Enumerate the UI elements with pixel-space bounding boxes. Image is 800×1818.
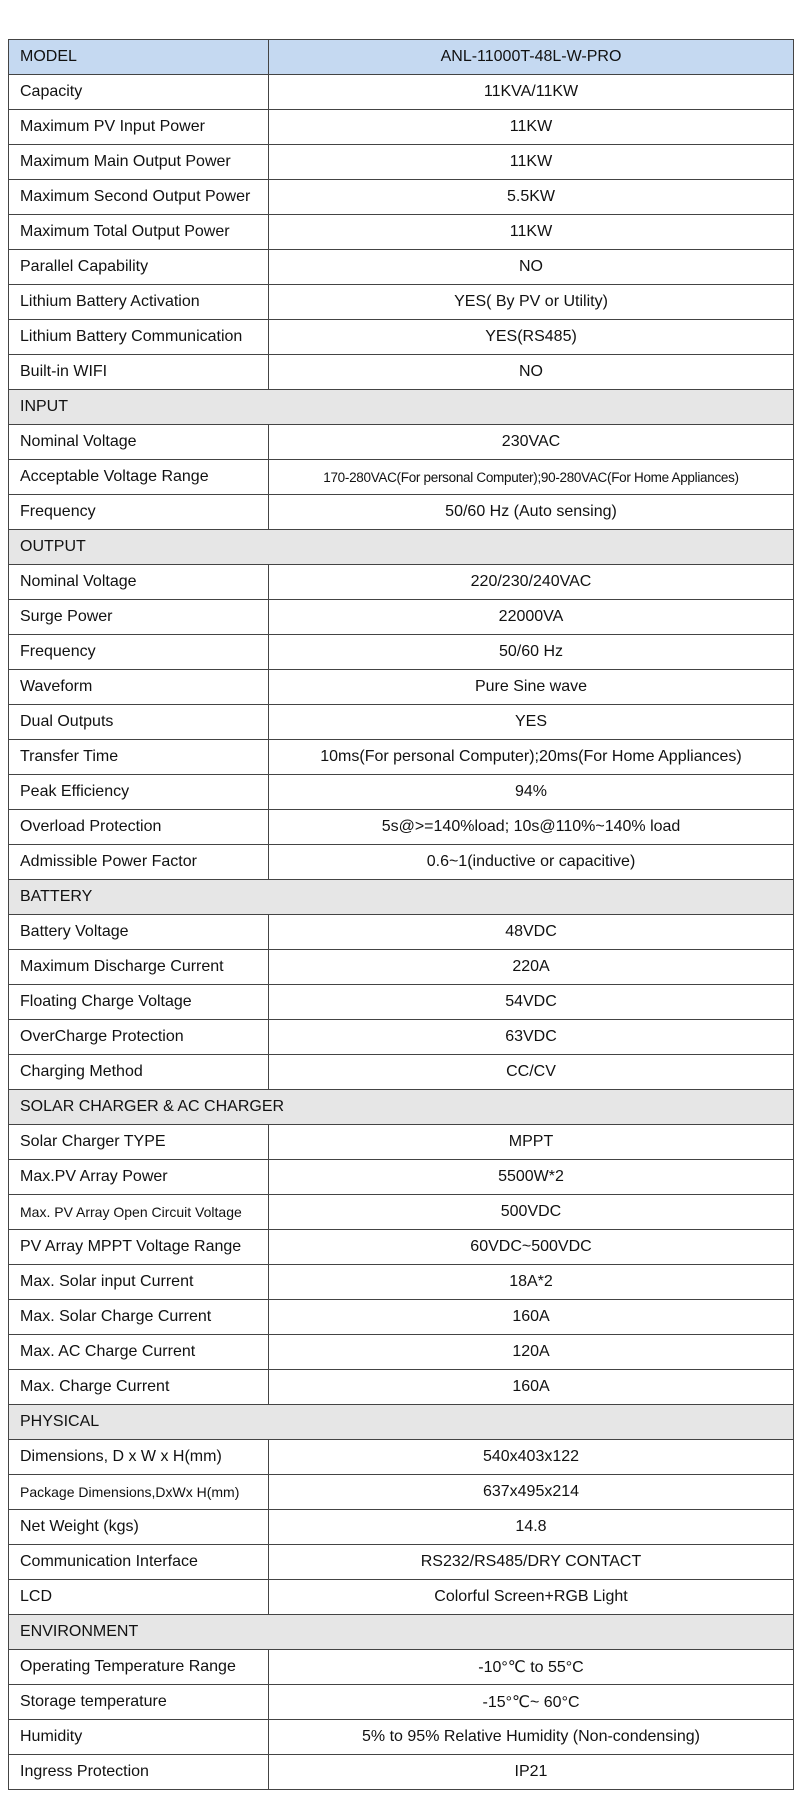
section-title: BATTERY xyxy=(9,880,794,915)
spec-label: Peak Efficiency xyxy=(9,775,269,810)
spec-value: YES xyxy=(269,705,794,740)
spec-value: 220A xyxy=(269,950,794,985)
spec-value: 230VAC xyxy=(269,425,794,460)
spec-value: 5.5KW xyxy=(269,180,794,215)
spec-row xyxy=(9,915,794,950)
spec-value: 50/60 Hz xyxy=(269,635,794,670)
spec-label: PV Array MPPT Voltage Range xyxy=(9,1230,269,1265)
spec-value: 50/60 Hz (Auto sensing) xyxy=(269,495,794,530)
spec-value: 63VDC xyxy=(269,1020,794,1055)
spec-value: CC/CV xyxy=(269,1055,794,1090)
spec-label: Charging Method xyxy=(9,1055,269,1090)
spec-row xyxy=(9,845,794,880)
spec-label: Built-in WIFI xyxy=(9,355,269,390)
spec-value: 14.8 xyxy=(269,1510,794,1545)
spec-label: Battery Voltage xyxy=(9,915,269,950)
spec-label: Ingress Protection xyxy=(9,1755,269,1790)
spec-label: Lithium Battery Communication xyxy=(9,320,269,355)
spec-label: Nominal Voltage xyxy=(9,565,269,600)
spec-row xyxy=(9,425,794,460)
spec-label: Lithium Battery Activation xyxy=(9,285,269,320)
spec-label: Operating Temperature Range xyxy=(9,1650,269,1685)
spec-row xyxy=(9,1720,794,1755)
spec-row xyxy=(9,670,794,705)
spec-row xyxy=(9,635,794,670)
spec-label: Nominal Voltage xyxy=(9,425,269,460)
spec-row xyxy=(9,1300,794,1335)
section-title: OUTPUT xyxy=(9,530,794,565)
spec-row xyxy=(9,1195,794,1230)
spec-value: 160A xyxy=(269,1370,794,1405)
spec-label: Max. Charge Current xyxy=(9,1370,269,1405)
spec-label: Net Weight (kgs) xyxy=(9,1510,269,1545)
spec-value: 540x403x122 xyxy=(269,1440,794,1475)
spec-label: Solar Charger TYPE xyxy=(9,1125,269,1160)
spec-label: Maximum Discharge Current xyxy=(9,950,269,985)
spec-label: Frequency xyxy=(9,495,269,530)
spec-value: NO xyxy=(269,355,794,390)
spec-value: Pure Sine wave xyxy=(269,670,794,705)
spec-value: YES( By PV or Utility) xyxy=(269,285,794,320)
spec-value: 22000VA xyxy=(269,600,794,635)
spec-label: Max. Solar Charge Current xyxy=(9,1300,269,1335)
spec-value: 5% to 95% Relative Humidity (Non-condensing) xyxy=(269,1720,794,1755)
spec-label: Capacity xyxy=(9,75,269,110)
spec-row xyxy=(9,495,794,530)
spec-label: Package Dimensions,DxWx H(mm) xyxy=(9,1475,269,1510)
spec-value: -10°℃ to 55°C xyxy=(269,1650,794,1685)
spec-label: Frequency xyxy=(9,635,269,670)
spec-row xyxy=(9,565,794,600)
spec-row xyxy=(9,215,794,250)
spec-label: Dimensions, D x W x H(mm) xyxy=(9,1440,269,1475)
spec-label: Floating Charge Voltage xyxy=(9,985,269,1020)
spec-value: -15°℃~ 60°C xyxy=(269,1685,794,1720)
section-header xyxy=(9,1615,794,1650)
section-title: SOLAR CHARGER & AC CHARGER xyxy=(9,1090,794,1125)
spec-row xyxy=(9,1475,794,1510)
spec-label: Admissible Power Factor xyxy=(9,845,269,880)
spec-value: 54VDC xyxy=(269,985,794,1020)
spec-row xyxy=(9,1580,794,1615)
spec-label: Waveform xyxy=(9,670,269,705)
spec-row xyxy=(9,1265,794,1300)
spec-value: 120A xyxy=(269,1335,794,1370)
spec-row xyxy=(9,1650,794,1685)
spec-row xyxy=(9,600,794,635)
spec-label: Dual Outputs xyxy=(9,705,269,740)
spec-row xyxy=(9,110,794,145)
spec-value: 11KW xyxy=(269,110,794,145)
spec-value: IP21 xyxy=(269,1755,794,1790)
spec-value: 18A*2 xyxy=(269,1265,794,1300)
spec-row xyxy=(9,180,794,215)
model-row xyxy=(9,40,794,75)
spec-value: 11KW xyxy=(269,145,794,180)
spec-label: Maximum Total Output Power xyxy=(9,215,269,250)
spec-row xyxy=(9,1755,794,1790)
spec-value: 500VDC xyxy=(269,1195,794,1230)
spec-label: Surge Power xyxy=(9,600,269,635)
spec-row xyxy=(9,1370,794,1405)
spec-row xyxy=(9,1685,794,1720)
spec-label: OverCharge Protection xyxy=(9,1020,269,1055)
section-header xyxy=(9,880,794,915)
spec-value: 170-280VAC(For personal Computer);90-280VAC(For Home Appliances) xyxy=(269,460,794,495)
spec-row xyxy=(9,1510,794,1545)
section-header xyxy=(9,530,794,565)
spec-value: Colorful Screen+RGB Light xyxy=(269,1580,794,1615)
spec-row xyxy=(9,705,794,740)
spec-value: 637x495x214 xyxy=(269,1475,794,1510)
spec-row xyxy=(9,250,794,285)
spec-value: 11KW xyxy=(269,215,794,250)
spec-value: YES(RS485) xyxy=(269,320,794,355)
spec-row xyxy=(9,985,794,1020)
spec-row xyxy=(9,810,794,845)
spec-label: Acceptable Voltage Range xyxy=(9,460,269,495)
spec-label: Humidity xyxy=(9,1720,269,1755)
spec-row xyxy=(9,1230,794,1265)
spec-label: Max. AC Charge Current xyxy=(9,1335,269,1370)
spec-label: Overload Protection xyxy=(9,810,269,845)
model-label: MODEL xyxy=(9,40,269,75)
spec-value: 5500W*2 xyxy=(269,1160,794,1195)
spec-row xyxy=(9,1055,794,1090)
spec-row xyxy=(9,740,794,775)
spec-row xyxy=(9,1125,794,1160)
spec-value: 60VDC~500VDC xyxy=(269,1230,794,1265)
section-title: INPUT xyxy=(9,390,794,425)
spec-label: Parallel Capability xyxy=(9,250,269,285)
spec-row xyxy=(9,1440,794,1475)
spec-table xyxy=(8,39,794,1790)
spec-value: RS232/RS485/DRY CONTACT xyxy=(269,1545,794,1580)
section-header xyxy=(9,1090,794,1125)
spec-row xyxy=(9,320,794,355)
spec-label: Maximum PV Input Power xyxy=(9,110,269,145)
spec-label: Storage temperature xyxy=(9,1685,269,1720)
spec-row xyxy=(9,775,794,810)
spec-value: 0.6~1(inductive or capacitive) xyxy=(269,845,794,880)
spec-value: 5s@>=140%load; 10s@110%~140% load xyxy=(269,810,794,845)
spec-value: MPPT xyxy=(269,1125,794,1160)
section-title: ENVIRONMENT xyxy=(9,1615,794,1650)
spec-value: 48VDC xyxy=(269,915,794,950)
spec-value: NO xyxy=(269,250,794,285)
spec-row xyxy=(9,1160,794,1195)
spec-row xyxy=(9,75,794,110)
spec-row xyxy=(9,145,794,180)
section-header xyxy=(9,1405,794,1440)
section-title: PHYSICAL xyxy=(9,1405,794,1440)
spec-row xyxy=(9,285,794,320)
spec-row xyxy=(9,1545,794,1580)
spec-row xyxy=(9,1335,794,1370)
spec-label: LCD xyxy=(9,1580,269,1615)
spec-row xyxy=(9,460,794,495)
spec-value: 160A xyxy=(269,1300,794,1335)
spec-label: Transfer Time xyxy=(9,740,269,775)
spec-row xyxy=(9,1020,794,1055)
section-header xyxy=(9,390,794,425)
spec-label: Maximum Second Output Power xyxy=(9,180,269,215)
spec-row xyxy=(9,950,794,985)
spec-value: 10ms(For personal Computer);20ms(For Home Appliances) xyxy=(269,740,794,775)
spec-row xyxy=(9,355,794,390)
spec-label: Maximum Main Output Power xyxy=(9,145,269,180)
spec-label: Max.PV Array Power xyxy=(9,1160,269,1195)
spec-value: 11KVA/11KW xyxy=(269,75,794,110)
spec-label: Max. Solar input Current xyxy=(9,1265,269,1300)
model-value: ANL-11000T-48L-W-PRO xyxy=(269,40,794,75)
spec-label: Communication Interface xyxy=(9,1545,269,1580)
spec-label: Max. PV Array Open Circuit Voltage xyxy=(9,1195,269,1230)
spec-value: 94% xyxy=(269,775,794,810)
spec-value: 220/230/240VAC xyxy=(269,565,794,600)
